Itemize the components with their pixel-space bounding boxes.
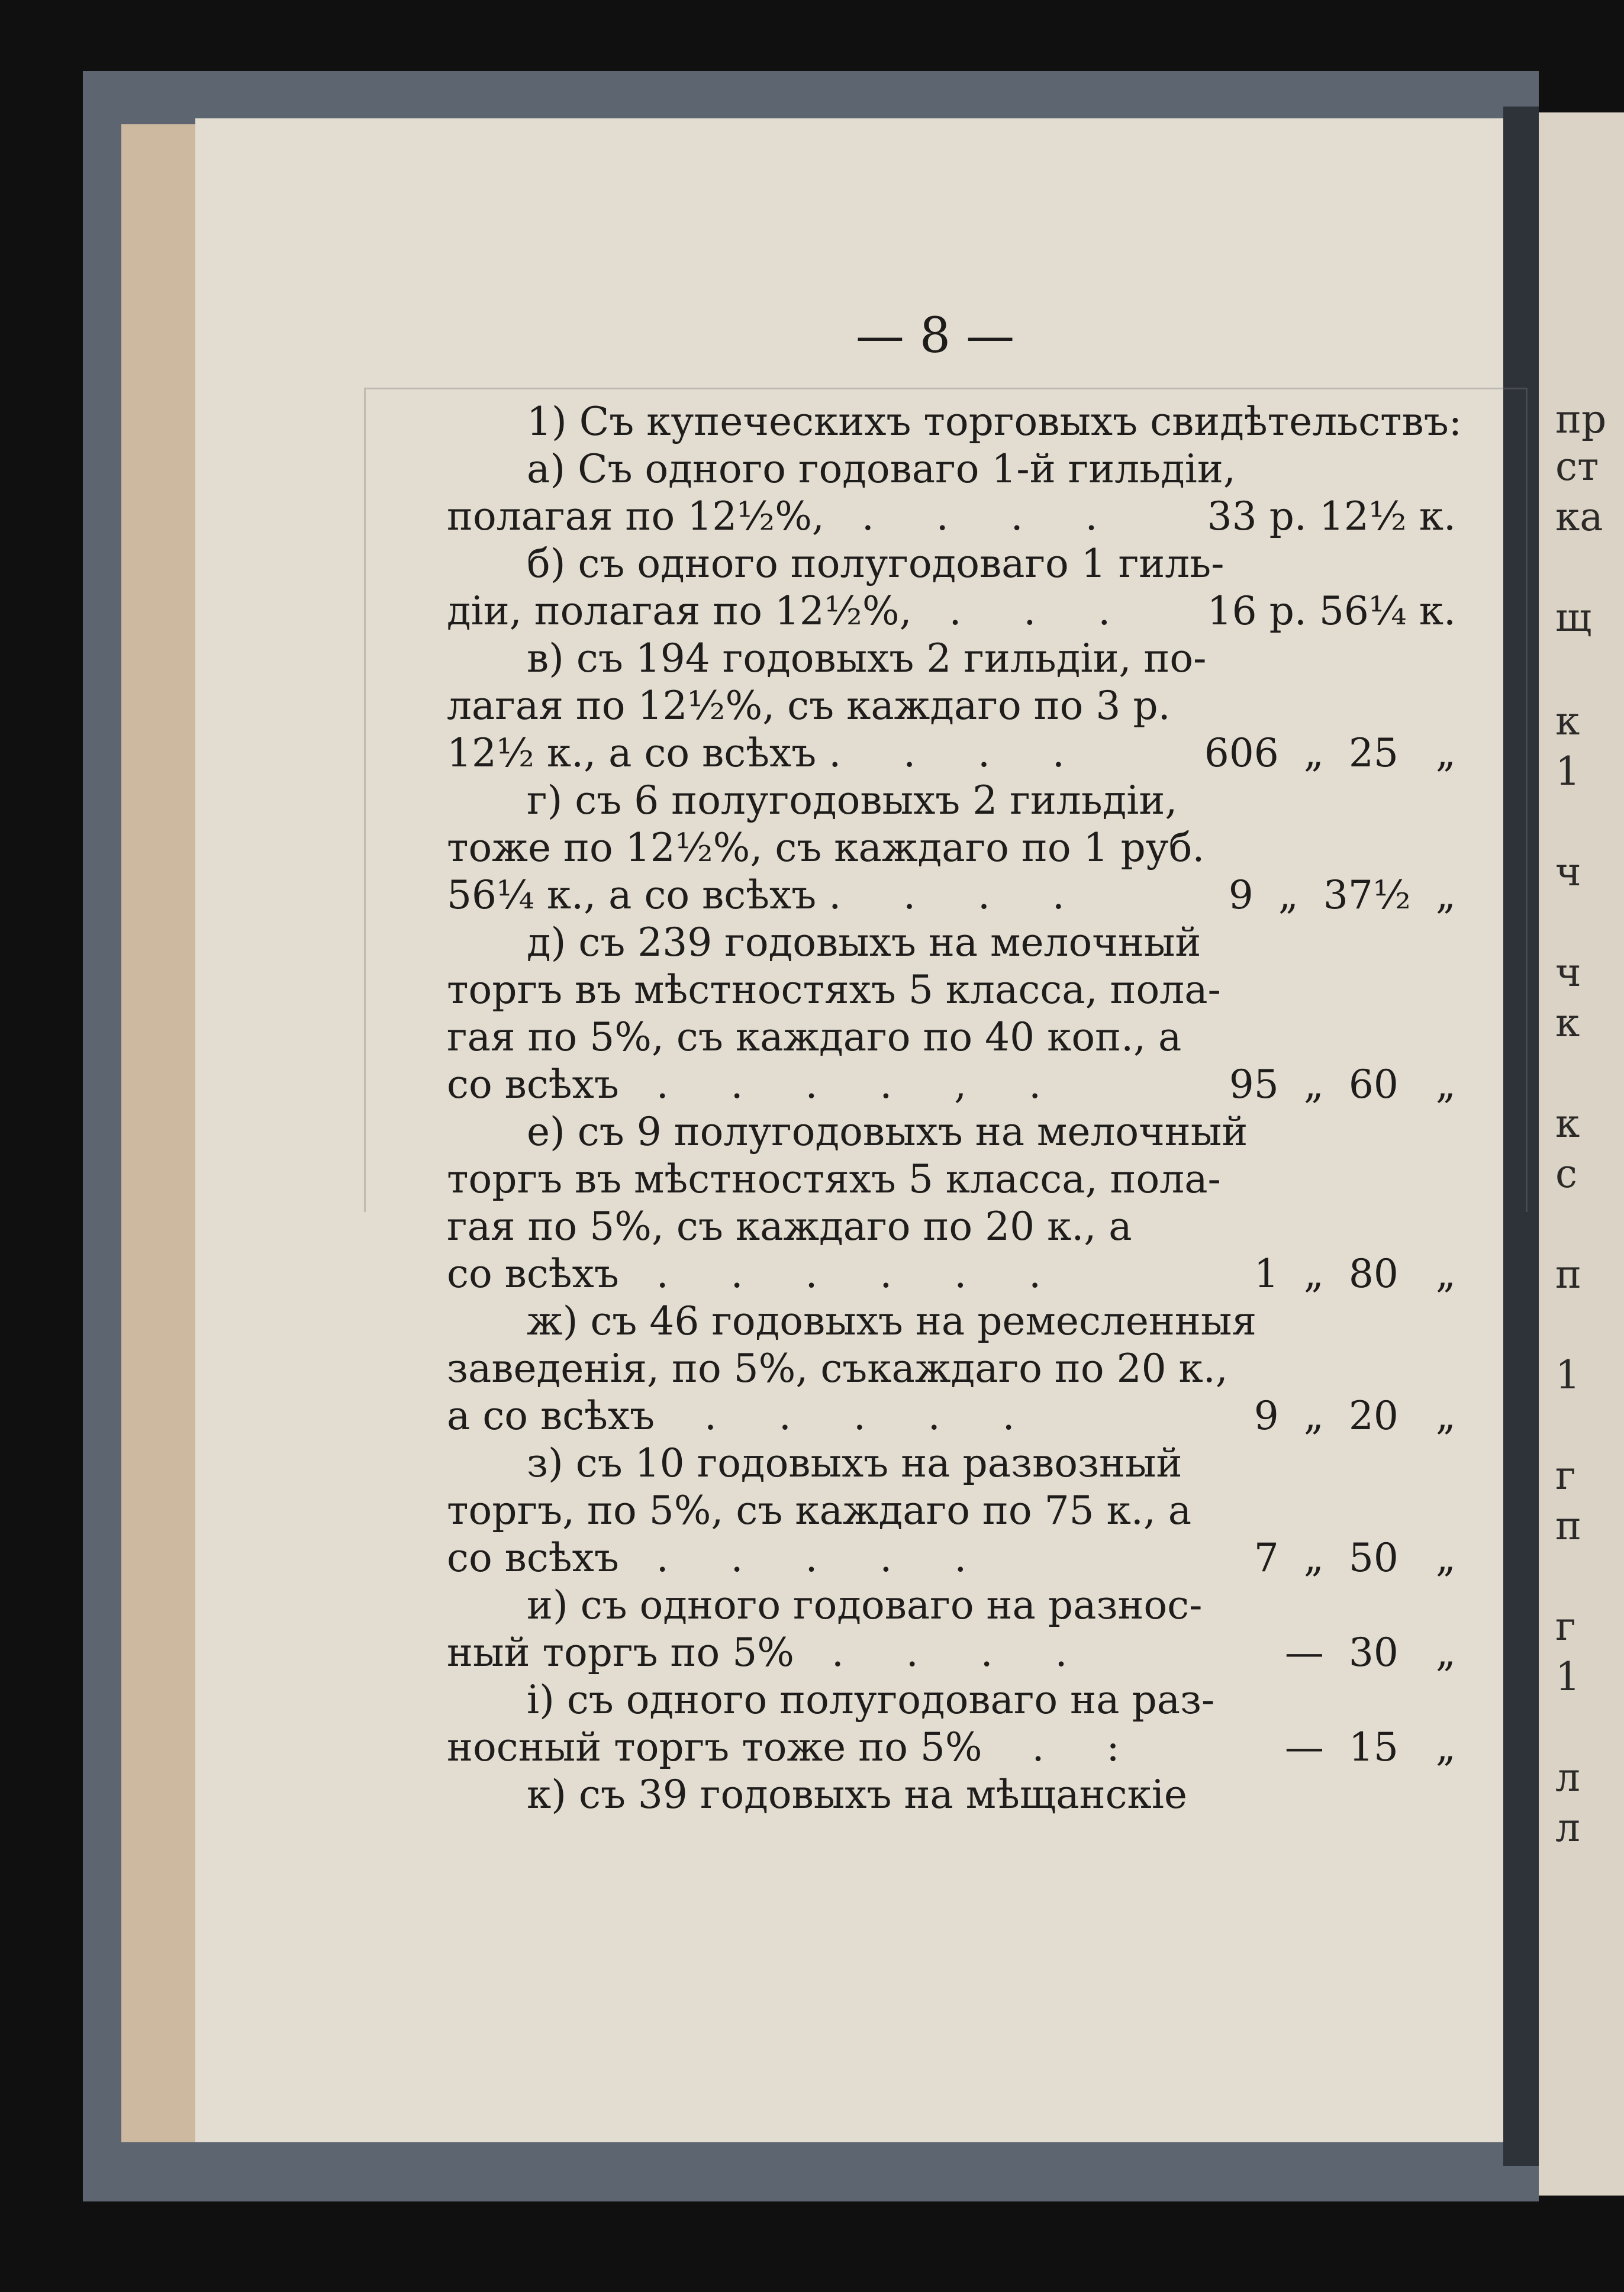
text-line: тоже по 12½%, съ каждаго по 1 руб. (447, 825, 1205, 871)
facing-text: пр (1555, 396, 1607, 442)
facing-text: л (1555, 1755, 1580, 1800)
text-line: лагая по 12½%, съ каждаго по 3 р. (447, 683, 1171, 728)
text-line: со всѣхъ . . . . . (447, 1535, 967, 1581)
text-line: гая по 5%, съ каждаго по 40 коп., а (447, 1014, 1182, 1060)
text-line: г) съ 6 полугодовыхъ 2 гильдіи, (527, 778, 1178, 823)
facing-text: ч (1555, 849, 1581, 895)
book-spine-edge (121, 124, 204, 2142)
amount-value: 1 „ 80 „ (1254, 1251, 1456, 1297)
amount-value: 16 р. 56¼ к. (1207, 588, 1456, 634)
text-line: гая по 5%, съ каждаго по 20 к., а (447, 1204, 1132, 1249)
text-line: д) съ 239 годовыхъ на мелочный (527, 920, 1201, 965)
text-line: 1) Съ купеческихъ торговыхъ свидѣтельствъ: (527, 399, 1462, 444)
text-line: торгъ въ мѣстностяхъ 5 класса, пола- (447, 1156, 1221, 1202)
text-line: ный торгъ по 5% . . . . (447, 1630, 1068, 1675)
text-line: б) съ одного полугодоваго 1 гиль- (527, 541, 1225, 586)
text-line: діи, полагая по 12½%, . . . (447, 588, 1111, 634)
text-line: и) съ одного годоваго на разнос- (527, 1582, 1203, 1628)
facing-text: 1 (1555, 1654, 1580, 1700)
facing-text: л (1555, 1805, 1580, 1851)
facing-text: с (1555, 1151, 1577, 1197)
facing-text: к (1555, 1101, 1580, 1146)
facing-text: п (1555, 1252, 1581, 1297)
text-line: со всѣхъ . . . . , . (447, 1062, 1042, 1107)
text-line: і) съ одного полугодоваго на раз- (527, 1677, 1215, 1723)
text-line: з) съ 10 годовыхъ на развозный (527, 1440, 1182, 1486)
text-line: заведенія, по 5%, съкаждаго по 20 к., (447, 1346, 1228, 1391)
amount-value: 7 „ 50 „ (1254, 1535, 1456, 1581)
text-line: со всѣхъ . . . . . . (447, 1251, 1042, 1297)
text-line: а) Съ одного годоваго 1-й гильдіи, (527, 446, 1236, 492)
page-number: — 8 — (855, 308, 1015, 364)
facing-page-edge (1539, 112, 1624, 2196)
text-line: 12½ к., а со всѣхъ . . . . (447, 730, 1065, 776)
text-line: полагая по 12½%, . . . . (447, 494, 1098, 539)
amount-value: 33 р. 12½ к. (1207, 494, 1456, 539)
amount-value: — 30 „ (1284, 1630, 1456, 1675)
text-line: е) съ 9 полугодовыхъ на мелочный (527, 1109, 1248, 1155)
facing-text: щ (1555, 595, 1592, 640)
text-line: носный торгъ тоже по 5% . : (447, 1724, 1120, 1770)
amount-value: 9 „ 20 „ (1254, 1393, 1456, 1439)
amount-value: — 15 „ (1284, 1724, 1456, 1770)
text-line: торгъ въ мѣстностяхъ 5 класса, пола- (447, 967, 1221, 1013)
facing-text: к (1555, 1000, 1580, 1046)
amount-value: 9 „ 37½ „ (1228, 872, 1456, 918)
text-line: в) съ 194 годовыхъ 2 гильдіи, по- (527, 636, 1207, 681)
text-line: торгъ, по 5%, съ каждаго по 75 к., а (447, 1488, 1192, 1533)
facing-text: п (1555, 1503, 1581, 1549)
facing-text: 1 (1555, 1352, 1580, 1398)
facing-text: ка (1555, 494, 1603, 540)
facing-text: г (1555, 1453, 1576, 1498)
facing-text: ст (1555, 444, 1599, 489)
text-line: 56¼ к., а со всѣхъ . . . . (447, 872, 1065, 918)
facing-text: к (1555, 698, 1580, 744)
text-line: а со всѣхъ . . . . . (447, 1393, 1015, 1439)
amount-value: 95 „ 60 „ (1229, 1062, 1456, 1107)
facing-text: 1 (1555, 749, 1580, 794)
text-line: к) съ 39 годовыхъ на мѣщанскіе (527, 1772, 1187, 1817)
facing-text: ч (1555, 950, 1581, 995)
amount-value: 606 „ 25 „ (1204, 730, 1456, 776)
facing-text: г (1555, 1604, 1576, 1649)
text-line: ж) съ 46 годовыхъ на ремесленныя (527, 1298, 1257, 1344)
